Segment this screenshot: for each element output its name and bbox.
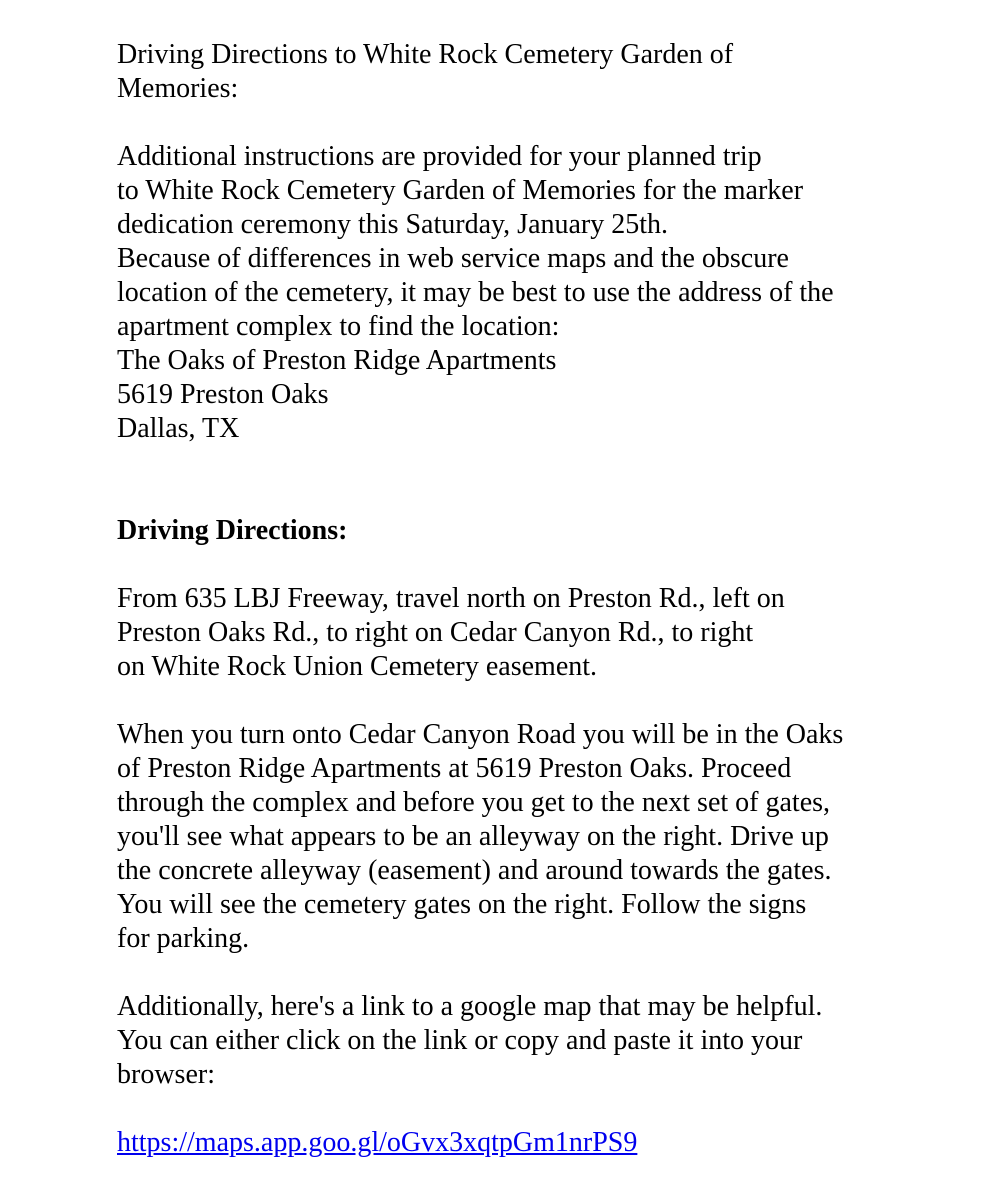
paragraph-line: From 635 LBJ Freeway, travel north on Preston Rd., left on (117, 583, 785, 614)
paragraph-line: Additionally, here's a link to a google map that may be helpful. (117, 991, 823, 1022)
route-paragraph (117, 582, 897, 684)
paragraph-line: location of the cemetery, it may be best to use the address of the (117, 277, 834, 308)
paragraph-line: for parking. (117, 923, 250, 954)
address-street: 5619 Preston Oaks (117, 379, 329, 410)
intro-paragraph (117, 140, 897, 344)
directions-heading-text: Driving Directions: (117, 515, 348, 546)
paragraph-line: You will see the cemetery gates on the right. Follow the signs (117, 889, 807, 920)
paragraph-line: apartment complex to find the location: (117, 311, 560, 342)
email-body (117, 38, 897, 1160)
map-link-block (117, 1126, 897, 1160)
paragraph-line: Because of differences in web service maps and the obscure (117, 243, 789, 274)
paragraph-line: to White Rock Cemetery Garden of Memories for the marker (117, 175, 804, 206)
paragraph-line: you'll see what appears to be an alleyway on the right. Drive up (117, 821, 829, 852)
paragraph-line: on White Rock Union Cemetery easement. (117, 651, 598, 682)
paragraph-line: dedication ceremony this Saturday, January 25th. (117, 209, 669, 240)
intro-heading-line: Memories: (117, 73, 239, 104)
paragraph-line: the concrete alleyway (easement) and around towards the gates. (117, 855, 832, 886)
directions-heading (117, 514, 897, 548)
intro-heading-line: Driving Directions to White Rock Cemetery Garden of (117, 39, 734, 70)
address-block (117, 344, 897, 446)
paragraph-line: browser: (117, 1059, 215, 1090)
paragraph-line: Preston Oaks Rd., to right on Cedar Canyon Rd., to right (117, 617, 754, 648)
google-map-link[interactable]: https://maps.app.goo.gl/oGvx3xqtpGm1nrPS9 (117, 1127, 638, 1158)
map-note-paragraph (117, 990, 897, 1092)
address-city: Dallas, TX (117, 413, 240, 444)
paragraph-line: through the complex and before you get to the next set of gates, (117, 787, 831, 818)
paragraph-line: You can either click on the link or copy and paste it into your (117, 1025, 803, 1056)
paragraph-line: of Preston Ridge Apartments at 5619 Preston Oaks. Proceed (117, 753, 792, 784)
detail-paragraph (117, 718, 897, 956)
paragraph-line: When you turn onto Cedar Canyon Road you will be in the Oaks (117, 719, 844, 750)
paragraph-line: Additional instructions are provided for your planned trip (117, 141, 762, 172)
address-name: The Oaks of Preston Ridge Apartments (117, 345, 557, 376)
intro-heading (117, 38, 897, 106)
